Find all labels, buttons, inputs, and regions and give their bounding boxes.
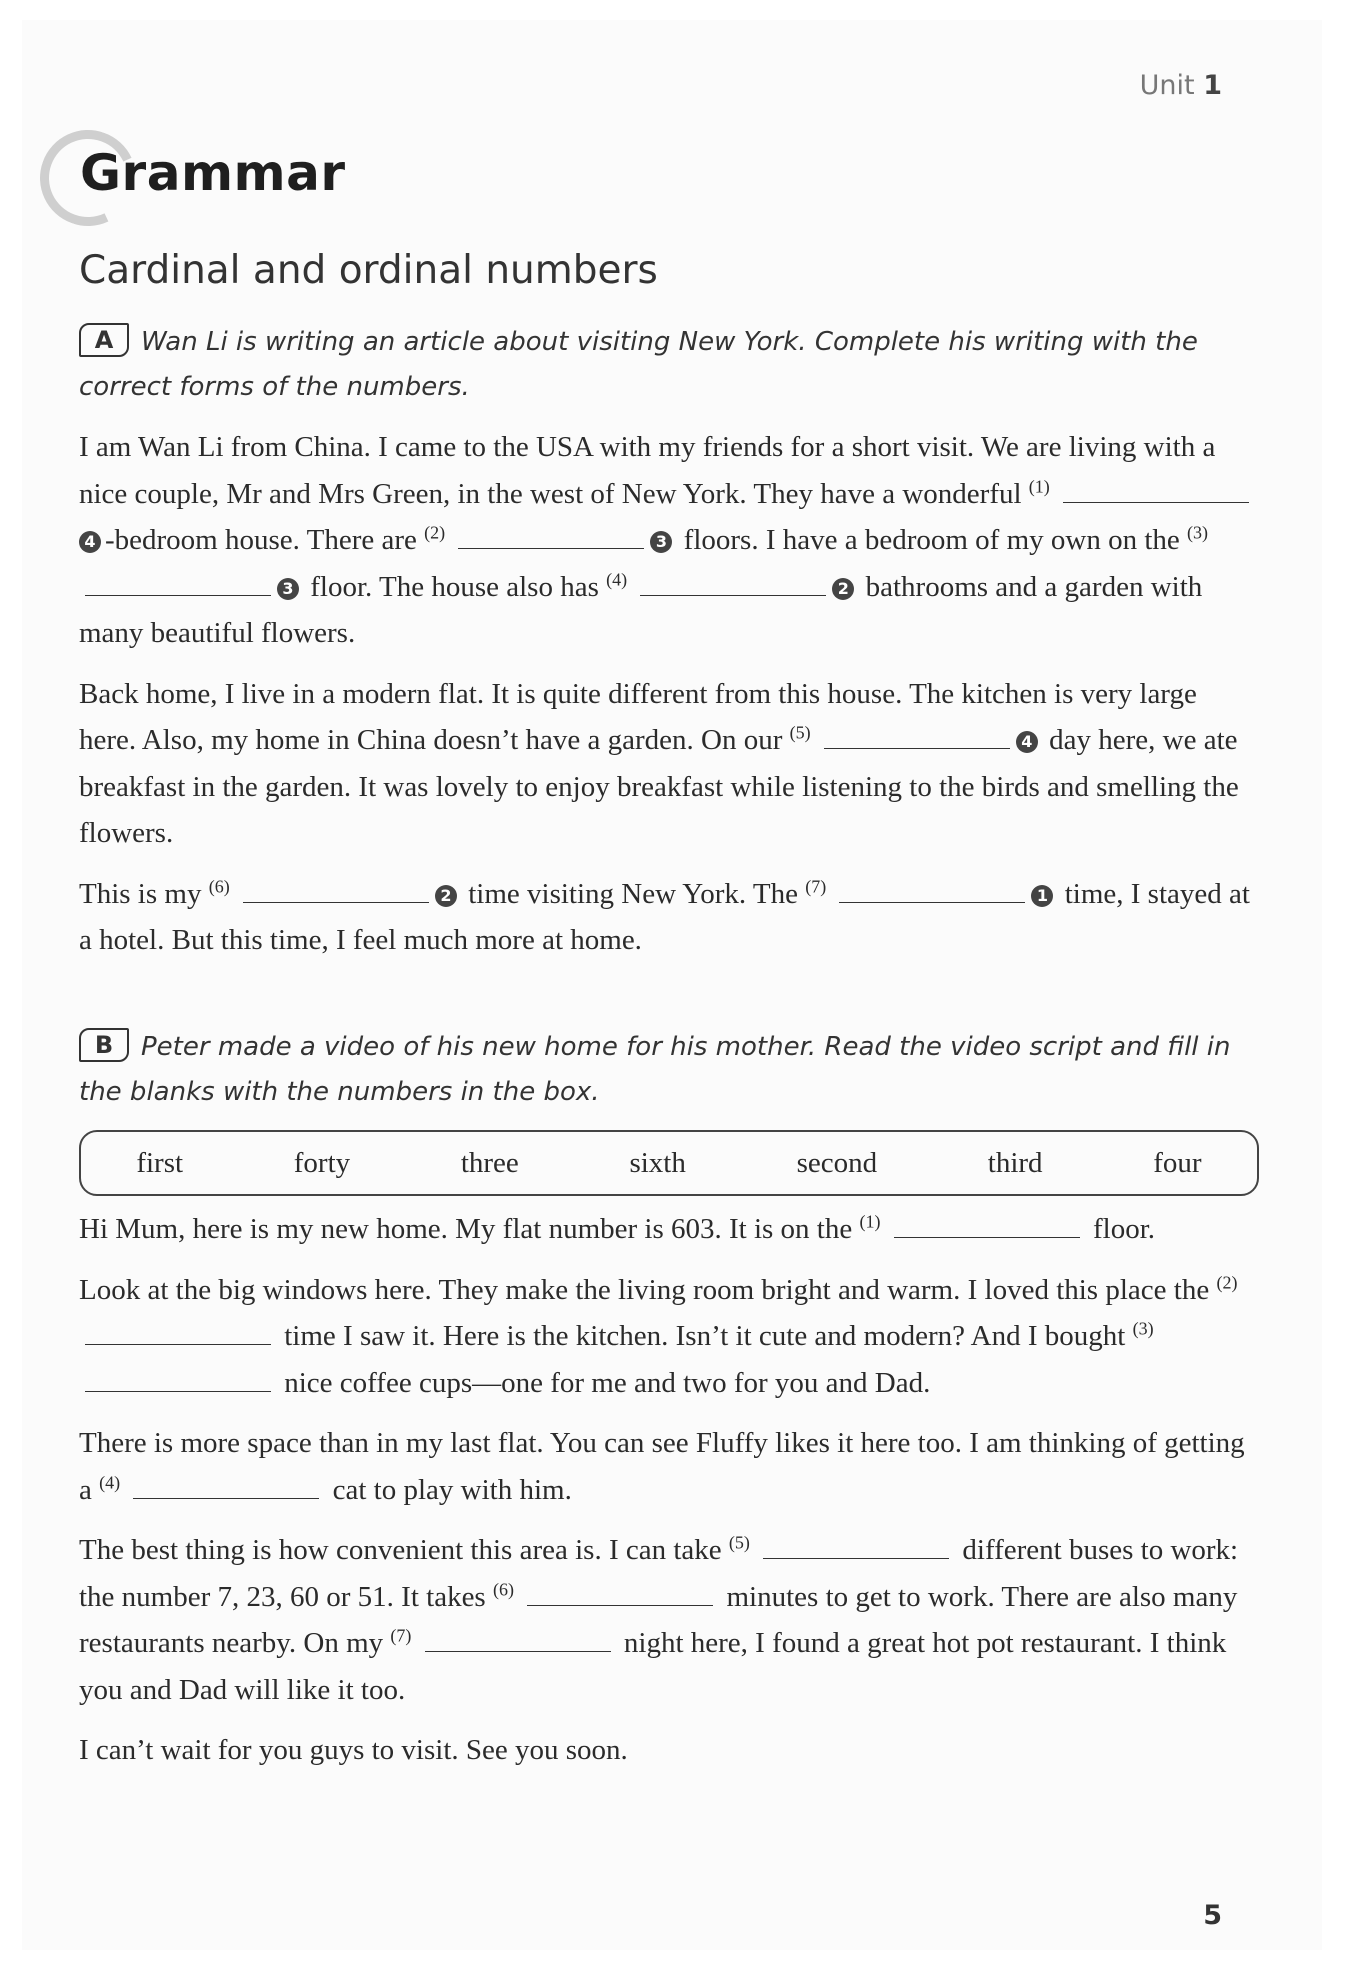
exercise-a-paragraph-1: I am Wan Li from China. I came to the USA with my friends for a short visit. We are living with a nice couple, Mr and Mrs Green, in the west of New York. They have a wonderful $^{(1)}$ 4 -bedroom house. There are $^{(2)}$ 3 floors. I have a bedroom of my own on the $^{(3)}$ 3 floor. The house also has $^{(4)}$ 2 bathrooms and a garden with many beautiful flowers. [79, 424, 1259, 657]
exercise-a-paragraph-2: Back home, I live in a modern flat. It is quite different from this house. The kitchen is very large here. Also, my home in China doesn’t have a garden. On our $^{(5)}$ 4 day here, we ate breakfast in the garden. It was lovely to enjoy breakfast while listening to the birds and smelling the flowers. [79, 677, 1239, 849]
exercise-a [79, 320, 1259, 978]
blank-a2[interactable] [458, 524, 644, 549]
exercise-b-paragraph-4: The best thing is how convenient this area is. I can take $^{(5)}$ different buses to work: the number 7, 23, 60 or 51. It takes $^{(6)}$ minutes to get to work. There are also many restaurants nearby. On my $^{(7)}$ night here, I found a great hot pot restaurant. I think you and Dad will like it too. [79, 1532, 1239, 1706]
word-box-item: first [136, 1146, 184, 1179]
word-box-item: second [796, 1146, 878, 1179]
workbook-page [22, 20, 1322, 1950]
blank-b3[interactable] [85, 1367, 271, 1392]
number-hint-icon: 2 [435, 885, 457, 907]
blank-a4[interactable] [640, 571, 826, 596]
blank-a6[interactable] [243, 878, 429, 903]
blank-a1[interactable] [1063, 478, 1249, 503]
exercise-a-badge: A [79, 323, 129, 357]
exercise-b-instruction-block [79, 1025, 1259, 1115]
number-hint-icon: 4 [79, 531, 101, 553]
page-number: 5 [1203, 1900, 1222, 1931]
blank-b5[interactable] [763, 1534, 949, 1559]
word-box-item: sixth [629, 1146, 686, 1179]
grammar-heading [40, 130, 440, 230]
blank-b7[interactable] [425, 1627, 611, 1652]
blank-b1[interactable] [894, 1213, 1080, 1238]
number-hint-icon: 1 [1031, 885, 1053, 907]
exercise-b-paragraph-1: Hi Mum, here is my new home. My flat number is 603. It is on the $^{(1)}$ floor. [79, 1211, 1156, 1245]
number-hint-icon: 2 [832, 578, 854, 600]
exercise-b-paragraph-3: There is more space than in my last flat. You can see Fluffy likes it here too. I am thinking of getting a $^{(4)}$ cat to play with him. [79, 1427, 1245, 1506]
blank-b4[interactable] [133, 1474, 319, 1499]
exercise-b [79, 1206, 1259, 1788]
exercise-b-instruction: B Peter made a video of his new home for his mother. Read the video script and fill in the blanks with the numbers in the box. [79, 1025, 1259, 1115]
word-box [79, 1130, 1259, 1196]
exercise-b-paragraph-2: Look at the big windows here. They make the living room bright and warm. I loved this place the $^{(2)}$ time I saw it. Here is the kitchen. Isn’t it cute and modern? And I bought $^{(3)}$ nice coffee cups—one for me and two for you and Dad. [79, 1271, 1238, 1399]
blank-b2[interactable] [85, 1320, 271, 1345]
grammar-title: Grammar [80, 144, 346, 202]
exercise-a-instruction: A Wan Li is writing an article about visiting New York. Complete his writing with the correct forms of the numbers. [79, 320, 1259, 410]
number-hint-icon: 3 [650, 531, 672, 553]
number-hint-icon: 3 [277, 578, 299, 600]
word-box-item: third [987, 1146, 1043, 1179]
unit-label: Unit 1 [1139, 70, 1222, 101]
number-hint-icon: 4 [1016, 731, 1038, 753]
word-box-item: three [460, 1146, 519, 1179]
exercise-b-badge: B [79, 1028, 129, 1062]
blank-a7[interactable] [839, 878, 1025, 903]
blank-b6[interactable] [527, 1581, 713, 1606]
blank-a3[interactable] [85, 571, 271, 596]
exercise-b-paragraph-5: I can’t wait for you guys to visit. See you soon. [79, 1734, 628, 1766]
word-box-item: forty [293, 1146, 351, 1179]
section-title: Cardinal and ordinal numbers [79, 248, 658, 293]
blank-a5[interactable] [824, 724, 1010, 749]
word-box-item: four [1153, 1146, 1202, 1179]
exercise-a-paragraph-3: This is my $^{(6)}$ 2 time visiting New York. The $^{(7)}$ 1 time, I stayed at a hotel. But this time, I feel much more at home. [79, 875, 1250, 956]
